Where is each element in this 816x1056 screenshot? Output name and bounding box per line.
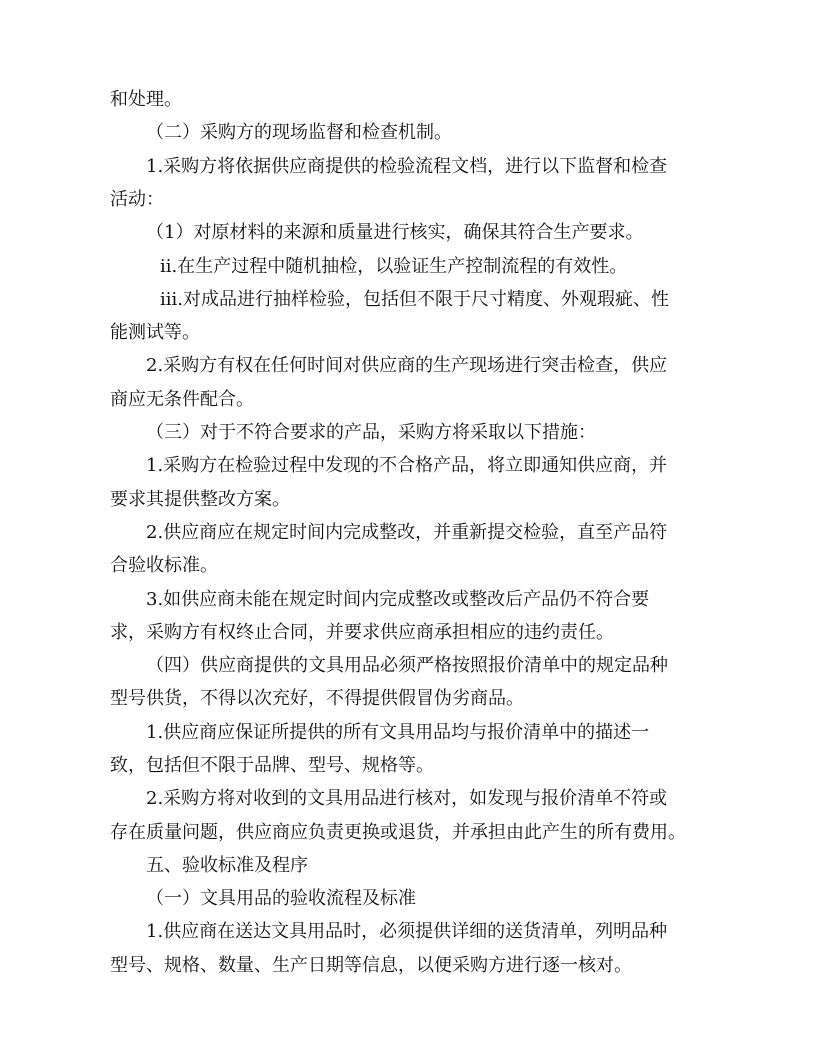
text-line: iii.对成品进行抽样检验，包括但不限于尺寸精度、外观瑕疵、性	[160, 289, 669, 310]
text-line: 2.供应商应在规定时间内完成整改，并重新提交检验，直至产品符	[146, 522, 668, 543]
text-line: 3.如供应商未能在规定时间内完成整改或整改后产品仍不符合要	[146, 589, 650, 610]
text-line: 1.采购方在检验过程中发现的不合格产品，将立即通知供应商，并	[146, 455, 668, 476]
text-line: 致，包括但不限于品牌、型号、规格等。	[110, 755, 434, 776]
text-line: （三）对于不符合要求的产品，采购方将采取以下措施：	[146, 422, 596, 443]
text-line: 求，采购方有权终止合同，并要求供应商承担相应的违约责任。	[110, 622, 614, 643]
text-line: 1.采购方将依据供应商提供的检验流程文档，进行以下监督和检查	[146, 156, 668, 177]
text-line: 要求其提供整改方案。	[110, 489, 290, 510]
text-line: 存在质量问题，供应商应负责更换或退货，并承担由此产生的所有费用。	[110, 822, 686, 843]
text-line: 1.供应商应保证所提供的所有文具用品均与报价清单中的描述一	[146, 722, 650, 743]
subsection-heading: （一）文具用品的验收流程及标准	[146, 888, 416, 909]
text-line: 1.供应商在送达文具用品时，必须提供详细的送货清单，列明品种	[146, 921, 668, 942]
text-line: 商应无条件配合。	[110, 389, 254, 410]
text-line: 和处理。	[110, 89, 182, 110]
text-line: （四）供应商提供的文具用品必须严格按照报价清单中的规定品种	[146, 655, 668, 676]
section-heading: 五、验收标准及程序	[146, 855, 308, 876]
text-line: 能测试等。	[110, 322, 200, 343]
text-line: 2.采购方有权在任何时间对供应商的生产现场进行突击检查，供应	[146, 355, 668, 376]
text-line: 2.采购方将对收到的文具用品进行核对，如发现与报价清单不符或	[146, 788, 668, 809]
text-line: 合验收标准。	[110, 555, 218, 576]
text-line: ii.在生产过程中随机抽检，以验证生产控制流程的有效性。	[160, 256, 628, 277]
text-line: 型号供货，不得以次充好，不得提供假冒伪劣商品。	[110, 688, 524, 709]
text-line: （二）采购方的现场监督和检查机制。	[146, 122, 452, 143]
text-line: 活动：	[110, 189, 164, 210]
text-line: 型号、规格、数量、生产日期等信息，以便采购方进行逐一核对。	[110, 955, 632, 976]
text-line: （1）对原材料的来源和质量进行核实，确保其符合生产要求。	[146, 222, 644, 243]
